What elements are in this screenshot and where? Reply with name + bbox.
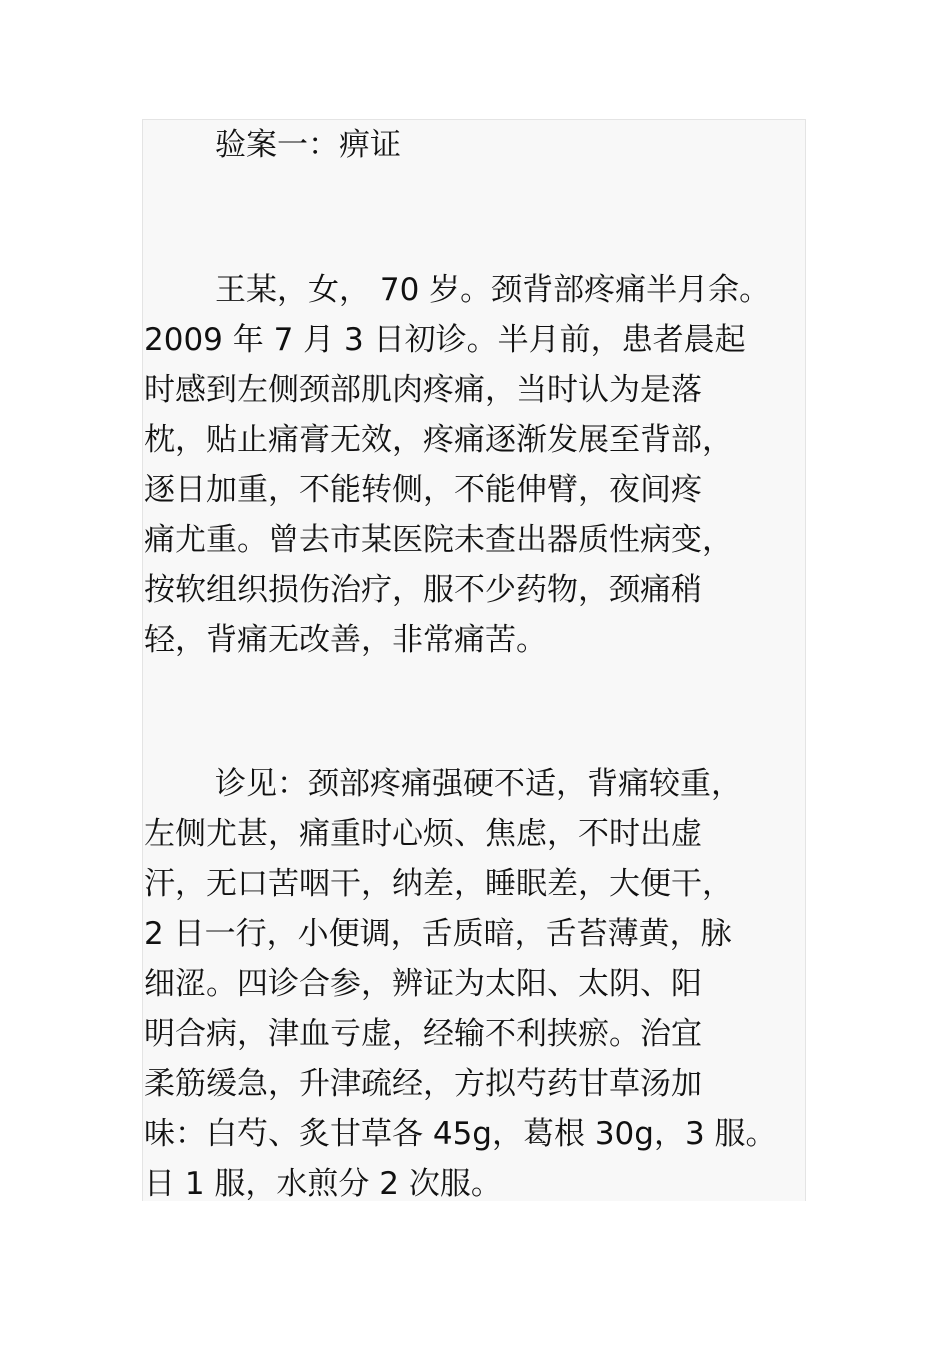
- paragraph2-line: 柔筋缓急，升津疏经，方拟芍药甘草汤加: [144, 1066, 702, 1102]
- paragraph2-line: 2 日一行，小便调，舌质暗，舌苔薄黄，脉: [144, 916, 732, 952]
- paragraph2-line: 左侧尤甚，痛重时心烦、焦虑，不时出虚: [144, 816, 702, 852]
- paragraph2-line: 诊见：颈部疼痛强硬不适，背痛较重，: [215, 766, 742, 802]
- paragraph1-line: 枕，贴止痛膏无效，疼痛逐渐发展至背部，: [144, 422, 733, 458]
- paragraph1-line: 痛尤重。曾去市某医院未查出器质性病变，: [144, 522, 733, 558]
- paragraph1-line: 按软组织损伤治疗，服不少药物，颈痛稍: [144, 572, 702, 608]
- case-title: 验案一：痹证: [215, 127, 401, 163]
- paragraph1-line: 2009 年 7 月 3 日初诊。半月前，患者晨起: [144, 322, 746, 358]
- paragraph2-line: 味：白芍、炙甘草各 45g，葛根 30g，3 服。: [144, 1116, 777, 1152]
- paragraph2-line: 细涩。四诊合参，辨证为太阳、太阴、阳: [144, 966, 702, 1002]
- paragraph2-line: 汗，无口苦咽干，纳差，睡眠差，大便干，: [144, 866, 733, 902]
- paragraph1-line: 逐日加重，不能转侧，不能伸臂，夜间疼: [144, 472, 702, 508]
- paragraph2-line: 日 1 服，水煎分 2 次服。: [144, 1166, 502, 1202]
- paragraph1-line: 轻，背痛无改善，非常痛苦。: [144, 622, 547, 658]
- paragraph1-line: 时感到左侧颈部肌肉疼痛，当时认为是落: [144, 372, 702, 408]
- paragraph1-line: 王某，女， 70 岁。颈背部疼痛半月余。: [215, 272, 771, 308]
- paragraph2-line: 明合病，津血亏虚，经输不利挟瘀。治宜: [144, 1016, 702, 1052]
